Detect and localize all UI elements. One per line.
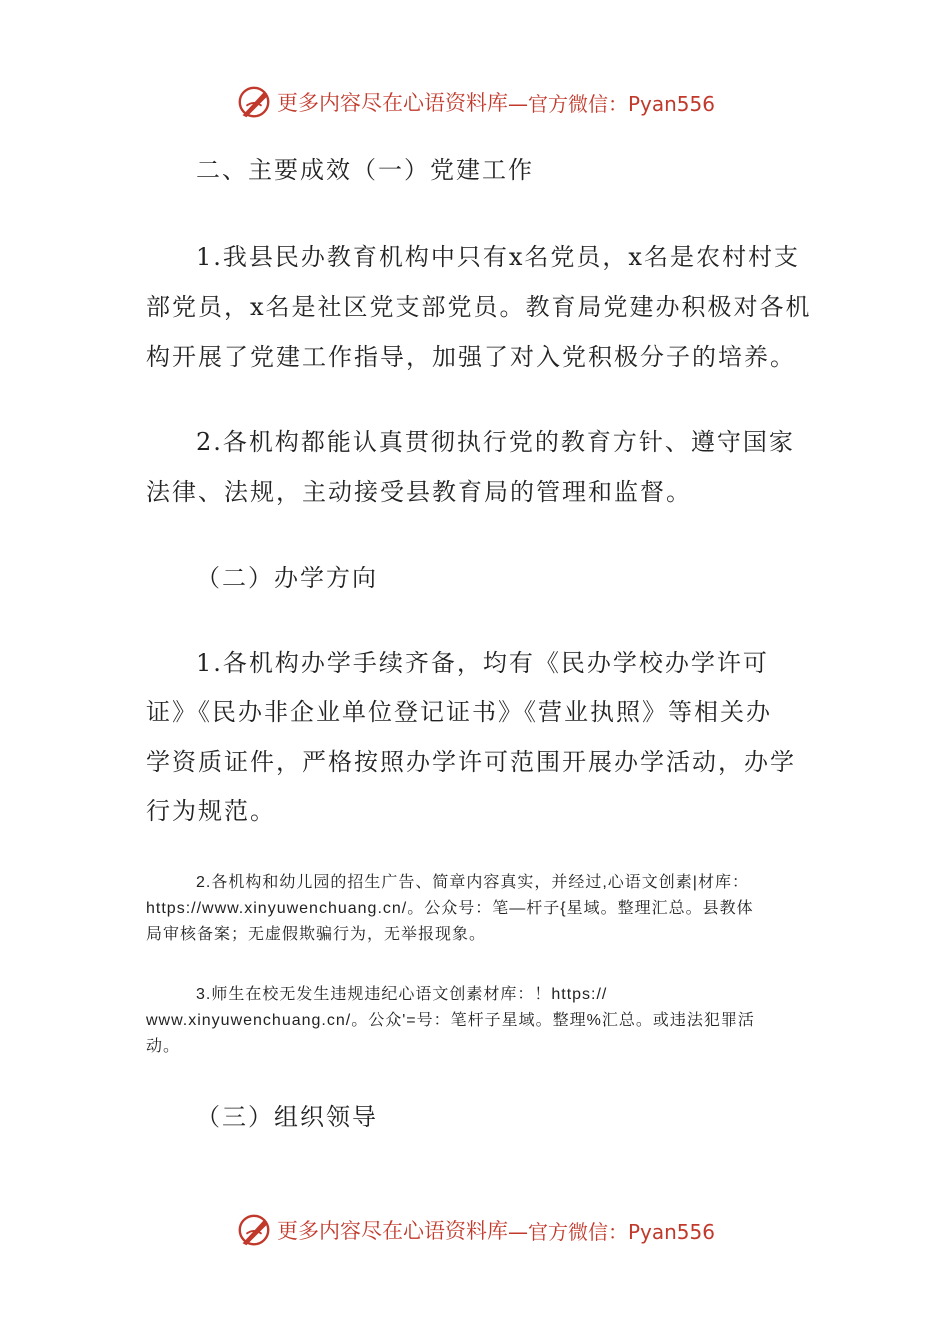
paragraph-line: 1.各机构办学手续齐备，均有《民办学校办学许可 [196, 649, 769, 677]
small-paragraph-line: 2.各机构和幼儿园的招生广告、简章内容真实，并经过,心语文创素|材库： [196, 874, 749, 891]
paragraph-line: 部党员，x名是社区党支部党员。教育局党建办积极对各机 [146, 293, 812, 321]
small-paragraph-line: 3.师生在校无发生违规违纪心语文创素材库：！https:// [196, 986, 608, 1003]
footer-banner [0, 1210, 950, 1250]
paragraph-line: 行为规范。 [146, 797, 276, 825]
banner-wechat-text: —官方微信：Pyan556 [507, 1219, 715, 1244]
banner-brand-text: 更多内容尽在心语资料库 [276, 1219, 508, 1243]
pen-logo-icon [235, 83, 273, 121]
paragraph-line: 学资质证件，严格按照办学许可范围开展办学活动，办学 [146, 748, 796, 776]
paragraph-line: 法律、法规，主动接受县教育局的管理和监督。 [146, 478, 692, 506]
banner-brand-text: 更多内容尽在心语资料库 [276, 91, 508, 115]
header-banner [0, 82, 950, 122]
banner-wechat-text: —官方微信：Pyan556 [507, 91, 715, 116]
section-heading-main: 二、主要成效（一）党建工作 [196, 156, 534, 184]
small-paragraph-line: https://www.xinyuwenchuang.cn/。公众号：笔—杆子{星域。整理汇总。县教体 [146, 900, 754, 917]
small-paragraph-line: 局审核备案；无虚假欺骗行为，无举报现象。 [146, 926, 487, 943]
small-paragraph-line: 动。 [146, 1038, 181, 1055]
paragraph-line: 1.我县民办教育机构中只有x名党员，x名是农村村支 [196, 243, 800, 271]
small-paragraph-line: www.xinyuwenchuang.cn/。公众'=号：笔杆子星域。整理%汇总。或违法犯罪活 [146, 1012, 755, 1029]
paragraph-line: 构开展了党建工作指导，加强了对入党积极分子的培养。 [146, 343, 796, 371]
paragraph-line: 2.各机构都能认真贯彻执行党的教育方针、遵守国家 [196, 428, 795, 456]
section-heading-2: （二）办学方向 [196, 564, 378, 592]
paragraph-line: 证》《民办非企业单位登记证书》《营业执照》等相关办 [146, 698, 772, 726]
section-heading-3: （三）组织领导 [196, 1103, 378, 1131]
pen-logo-icon [235, 1211, 273, 1249]
